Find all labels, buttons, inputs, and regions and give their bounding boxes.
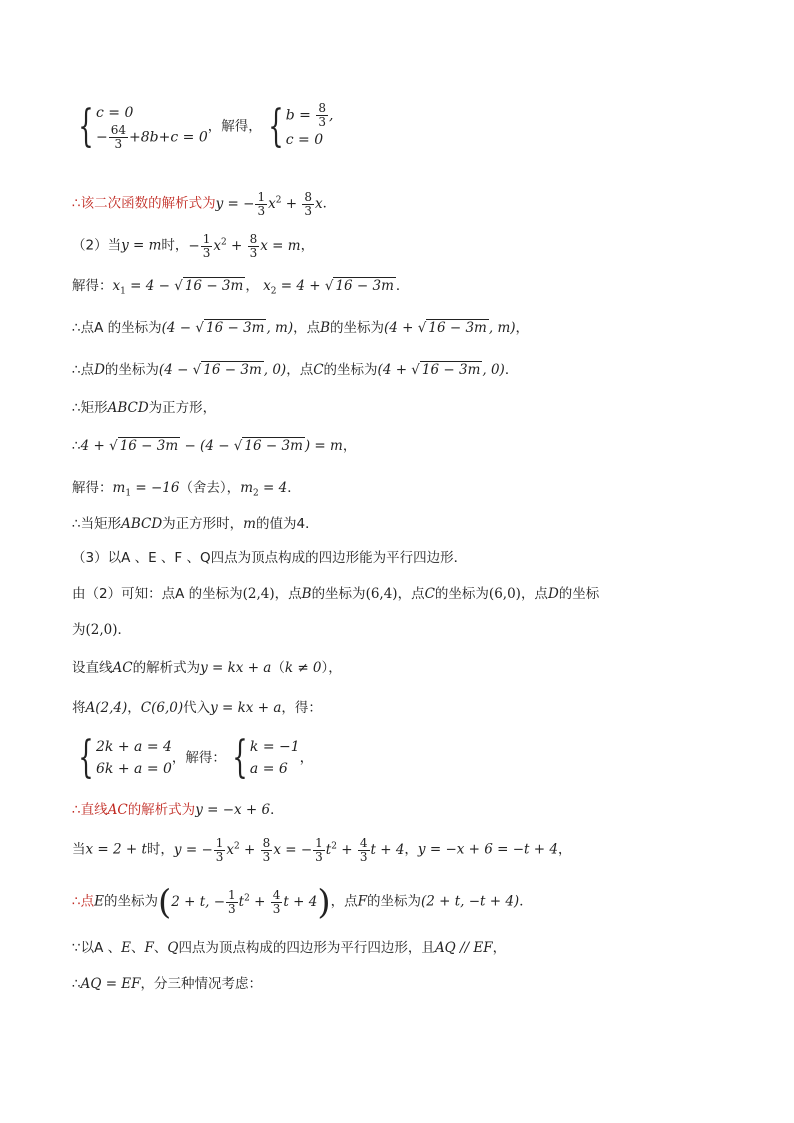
- line-6: ∴点D的坐标为(4 − √ 16 − 3m , 0)，点C的坐标为(4 + √ 16 − 3m , 0)．: [72, 362, 519, 378]
- line-3: （2）当y = m时，− $\frac{1}{3}$ $x^2$ + $\frac{8}{3}$ x = m，: [72, 231, 315, 260]
- system-1: { c = 0 − $\frac{64}{3}$ +8b+c = 0，解得， { b = $\frac{8}{3}$ , c = 0: [78, 100, 334, 152]
- line-4: 解得：$x_1 = 4$ − √ 16 − 3m ， $x_2 = 4$ + √ 16 − 3m ．: [72, 278, 410, 297]
- line-8: ∴4 + √ 16 − 3m − (4 − √ 16 − 3m ) = m，: [72, 438, 357, 454]
- line-12: 由（2）可知：点A 的坐标为(2,4)，点B的坐标为(6,4)，点C的坐标为(6,0)，点D的坐标: [72, 586, 600, 602]
- line-13: 为(2,0)．: [72, 622, 132, 638]
- line-21: ∴AQ = EF，分三种情况考虑：: [72, 976, 263, 992]
- system-2: { 2k + a = 4 6k + a = 0，解得： { k = −1 a = 6，: [78, 732, 314, 783]
- line-17: ∴直线AC的解析式为y = −x + 6．: [72, 802, 284, 818]
- solve-word: ，解得，: [207, 118, 262, 135]
- line-5: ∴点A 的坐标为(4 − √ 16 − 3m , m)，点B的坐标为(4 + √ 16 − 3m , m)，: [72, 320, 530, 336]
- line-10: ∴当矩形ABCD为正方形时，m的值为4．: [72, 516, 319, 532]
- line-9: 解得：$m_1 = -16$（舍去），$m_2 = 4$．: [72, 480, 301, 499]
- line-7: ∴矩形ABCD为正方形，: [72, 400, 217, 416]
- line-15: 将A(2,4)，C(6,0)代入y = kx + a，得：: [72, 700, 322, 716]
- line-20: ∵以A 、E、F、Q四点为顶点构成的四边形为平行四边形，且AQ // EF，: [72, 940, 507, 956]
- line-2: ∴该二次函数的解析式为y = − $\frac{1}{3}$ $x^2$ + $\frac{8}{3}$ x．: [72, 189, 337, 218]
- line-11: （3）以A 、E 、F 、Q四点为顶点构成的四边形能为平行四边形．: [72, 550, 468, 566]
- line-18: 当x = 2 + t时，y = − $\frac{1}{3}$ $x^2$ + $\frac{8}{3}$ x = − $\frac{1}{3}$ $t^2$ + $\frac{4}{3}$ t + 4，y = −x + 6 = −t + 4，: [72, 835, 572, 864]
- line-19: ∴点E的坐标为(2 + t, − $\frac{1}{3}$ $t^2$ + $\frac{4}{3}$ t + 4)，点F的坐标为(2 + t, −t + 4)．: [72, 882, 533, 922]
- line-14: 设直线AC的解析式为y = kx + a（k ≠ 0），: [72, 660, 342, 676]
